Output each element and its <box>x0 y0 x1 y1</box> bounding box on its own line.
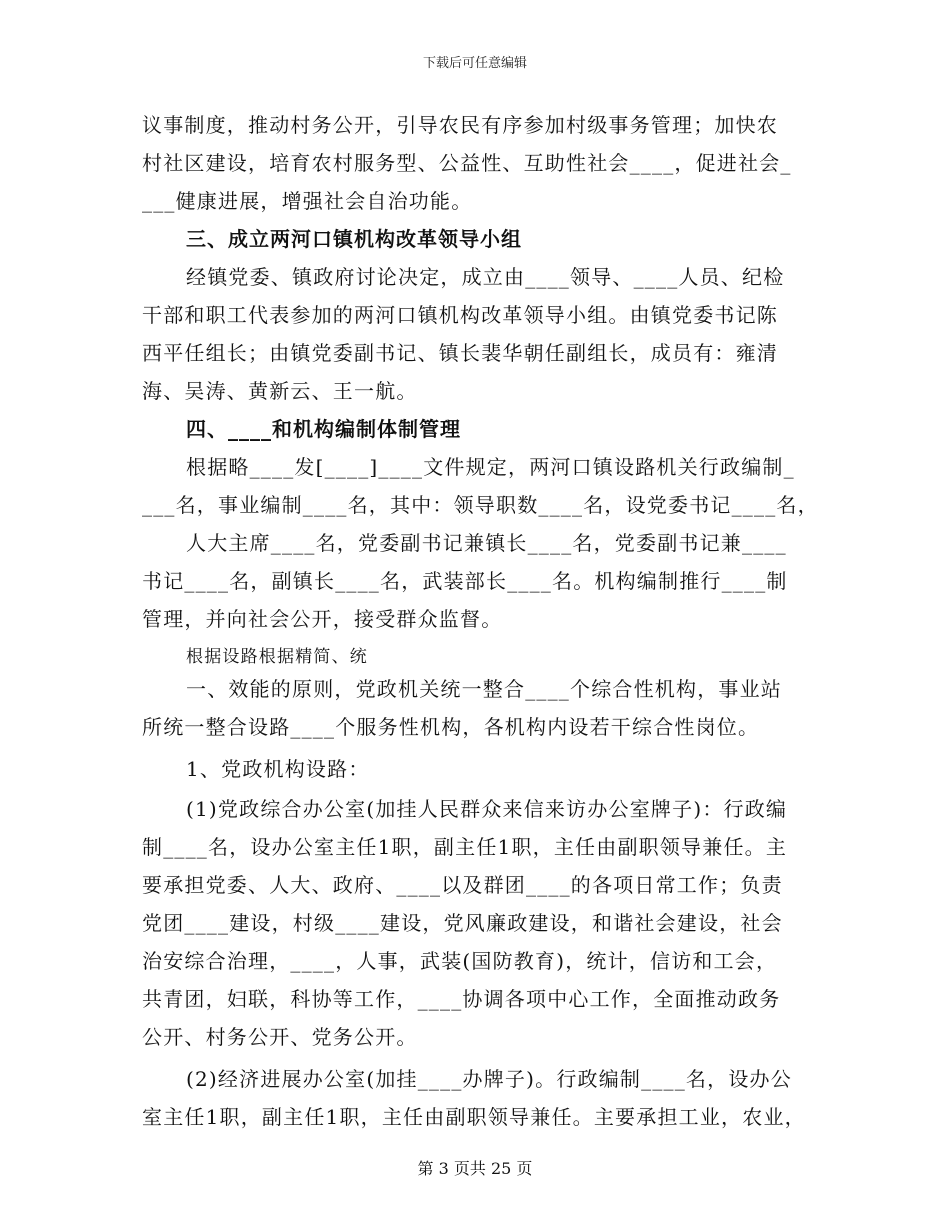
text-line: 议事制度，推动村务公开，引导农民有序参加村级事务管理；加快农 <box>142 113 778 137</box>
text-line: 室主任1职，副主任1职，主任由副职领导兼任。主要承担工业，农业， <box>142 1105 806 1129</box>
text-line: 海、吴涛、黄新云、王一航。 <box>142 379 418 403</box>
text-line: 村社区建设，培育农村服务型、公益性、互助性社会____，促进社会_ <box>142 151 792 175</box>
text-line: 管理，并向社会公开，接受群众监督。 <box>142 607 503 631</box>
text-line: 所统一整合设路____个服务性机构，各机构内设若干综合性岗位。 <box>142 715 760 739</box>
text-line: 人大主席____名，党委副书记兼镇长____名，党委副书记兼____ <box>186 531 787 555</box>
text-line: 要承担党委、人大、政府、____以及群团____的各项日常工作；负责 <box>142 873 783 897</box>
text-line: 书记____名，副镇长____名，武装部长____名。机构编制推行____制 <box>142 569 788 593</box>
section-heading: 四、____和机构编制体制管理 <box>186 417 461 441</box>
text-line: 西平任组长；由镇党委副书记、镇长裴华朝任副组长，成员有：雍清 <box>142 341 778 365</box>
text-line: 治安综合治理，____，人事，武装(国防教育)，统计，信访和工会， <box>142 949 778 973</box>
text-line: 经镇党委、镇政府讨论决定，成立由____领导、____人员、纪检 <box>186 265 785 289</box>
page-header: 下载后可任意编辑 <box>422 56 527 71</box>
text-line: (1)党政综合办公室(加挂人民群众来信来访办公室牌子)：行政编 <box>186 797 788 821</box>
page-footer: 第 3 页共 25 页 <box>417 1159 533 1178</box>
text-line: 共青团，妇联，科协等工作，____协调各项中心工作，全面推动政务 <box>142 987 781 1011</box>
text-line: 根据设路根据精简、统 <box>186 647 368 667</box>
text-line: 党团____建设，村级____建设，党风廉政建设，和谐社会建设，社会 <box>142 911 783 935</box>
text-line: 制____名，设办公室主任1职，副主任1职，主任由副职领导兼任。主 <box>142 835 788 859</box>
text-line: ___健康进展，增强社会自治功能。 <box>142 189 473 213</box>
text-line: ___名，事业编制____名，其中：领导职数____名，设党委书记____名， <box>142 493 819 517</box>
text-line: (2)经济进展办公室(加挂____办牌子)。行政编制____名，设办公 <box>186 1067 792 1091</box>
text-line: 根据略____发[____]____文件规定，两河口镇设路机关行政编制_ <box>186 455 795 479</box>
section-heading: 三、成立两河口镇机构改革领导小组 <box>186 227 522 251</box>
text-line: 一、效能的原则，党政机关统一整合____个综合性机构，事业站 <box>186 677 782 701</box>
subsection-heading: 1、党政机构设路： <box>186 757 370 781</box>
text-line: 公开、村务公开、党务公开。 <box>142 1025 418 1049</box>
text-line: 干部和职工代表参加的两河口镇机构改革领导小组。由镇党委书记陈 <box>142 303 778 327</box>
